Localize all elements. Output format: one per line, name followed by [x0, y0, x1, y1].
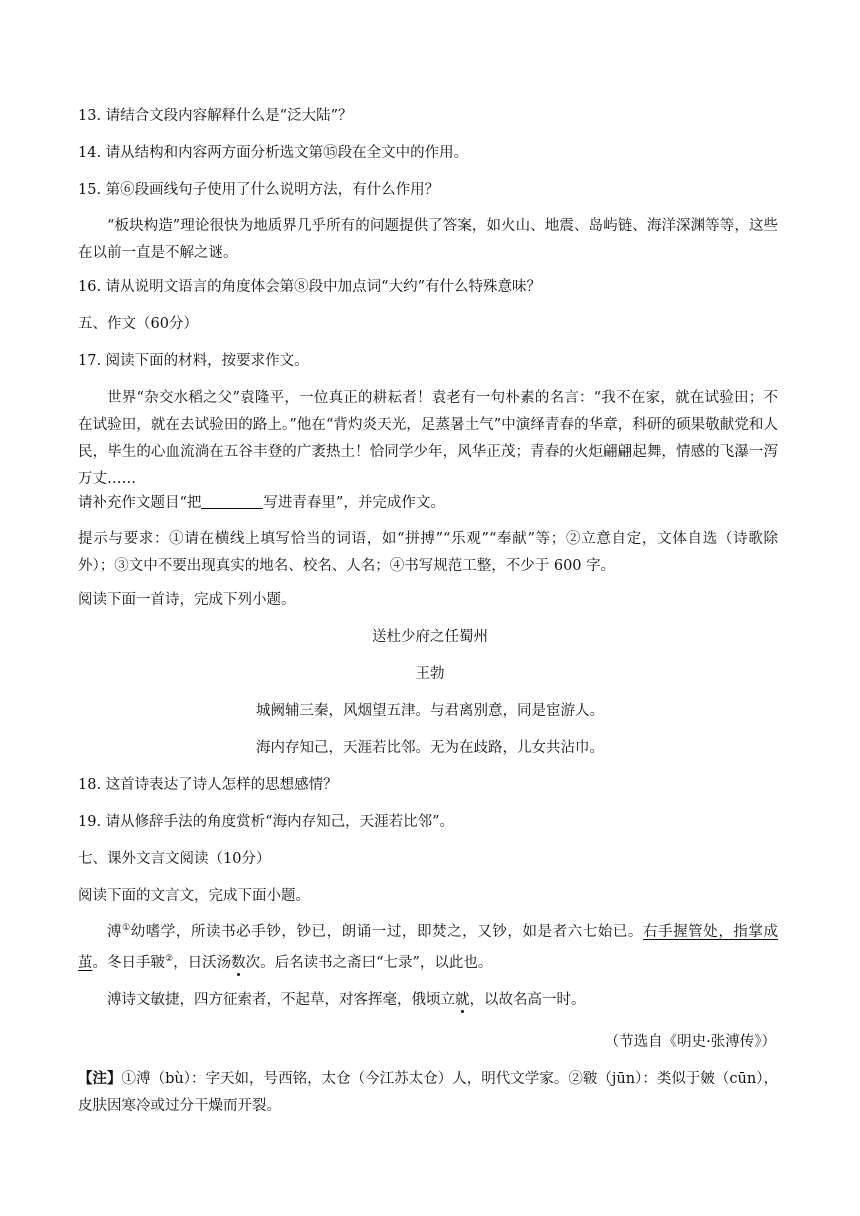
classical-paragraph-1: 溥①幼嗜学，所读书必手钞，钞已，朗诵一过，即焚之，又钞，如是者六七始已。右手握管处，指掌成茧。冬日手皲②，日沃汤数次。后名读书之斋曰“七录”，以此也。 [78, 923, 779, 971]
question-18: 18. 这首诗表达了诗人怎样的思想感情？ [78, 777, 338, 793]
section-heading-classical-chinese: 七、课外文言文阅读（10分） [78, 851, 271, 867]
poem-instructions: 阅读下面一首诗，完成下列小题。 [78, 592, 296, 608]
dotted-word-shu: 数 [231, 955, 246, 971]
dotted-word-jiu: 就 [455, 992, 470, 1008]
question-13: 13. 请结合文段内容解释什么是“泛大陆”？ [78, 108, 353, 124]
question-17: 17. 阅读下面的材料，按要求作文。 [78, 353, 309, 369]
note-label: 【注】 [78, 1070, 122, 1087]
footnote-marker-1: ① [122, 923, 131, 934]
composition-material: 世界“杂交水稻之父”袁隆平，一位真正的耕耘者！袁老有一句朴素的名言：“我不在家，就在试验田；不在试验田，就在去试验田的路上。”他在“背灼炎天光，足蒸暑土气”中演绎青春的华章，科研的硕果敬献党和人民，毕生的心血流淌在五谷丰登的广袤热土！恰同学少年，风华正茂；青春的火炬翩翩起舞，情感的飞瀑一泻万丈…… [78, 390, 778, 487]
note-text: ①溥（bù）：字天如，号西铭，太仓（今江苏太仓）人，明代文学家。②皲（jūn）：类似于皴（cūn），皮肤因寒冷或过分干燥而开裂。 [78, 1071, 778, 1114]
composition-requirements: 提示与要求：①请在横线上填写恰当的词语，如“拼搏”“乐观”“奉献”等；②立意自定，文体自选（诗歌除外）；③文中不要出现真实的地名、校名、人名；④书写规范工整，不少于 600 字。 [78, 531, 778, 574]
annotation-note [78, 1065, 778, 1120]
composition-title-prompt [78, 493, 445, 513]
question-15: 15. 第⑥段画线句子使用了什么说明方法，有什么作用？ [78, 182, 440, 198]
footnote-marker-2: ② [165, 954, 174, 965]
source-citation: （节选自《明史·张溥传》） [604, 1034, 776, 1050]
question-16: 16. 请从说明文语言的角度体会第⑧段中加点词“大约”有什么特殊意味？ [78, 279, 541, 295]
poem-author: 王勃 [415, 666, 445, 682]
poem-line-1: 城阙辅三秦，风烟望五津。与君离别意，同是宦游人。 [256, 703, 604, 719]
section-heading-composition: 五、作文（60分） [78, 316, 198, 332]
question-14: 14. 请从结构和内容两方面分析选文第⑮段在全文中的作用。 [78, 145, 469, 161]
title-prompt-after: 写进青春里”，并完成作文。 [263, 495, 445, 511]
poem-line-2: 海内存知己，天涯若比邻。无为在歧路，儿女共沾巾。 [256, 740, 604, 756]
classical-paragraph-2: 溥诗文敏捷，四方征索者，不起草，对客挥毫，俄顷立就，以故名高一时。 [107, 992, 586, 1008]
classical-instructions: 阅读下面的文言文，完成下面小题。 [78, 888, 310, 904]
title-blank [201, 493, 263, 509]
underlined-sentence: 右手握管处，指掌成茧 [78, 924, 779, 971]
title-prompt-before: 请补充作文题目“把 [78, 495, 202, 511]
question-15-quote: “板块构造”理论很快为地质界几乎所有的问题提供了答案，如火山、地震、岛屿链、海洋深渊等等，这些在以前一直是不解之谜。 [78, 218, 778, 261]
question-19: 19. 请从修辞手法的角度赏析“海内存知己，天涯若比邻”。 [78, 814, 454, 830]
poem-title: 送杜少府之任蜀州 [372, 629, 488, 645]
